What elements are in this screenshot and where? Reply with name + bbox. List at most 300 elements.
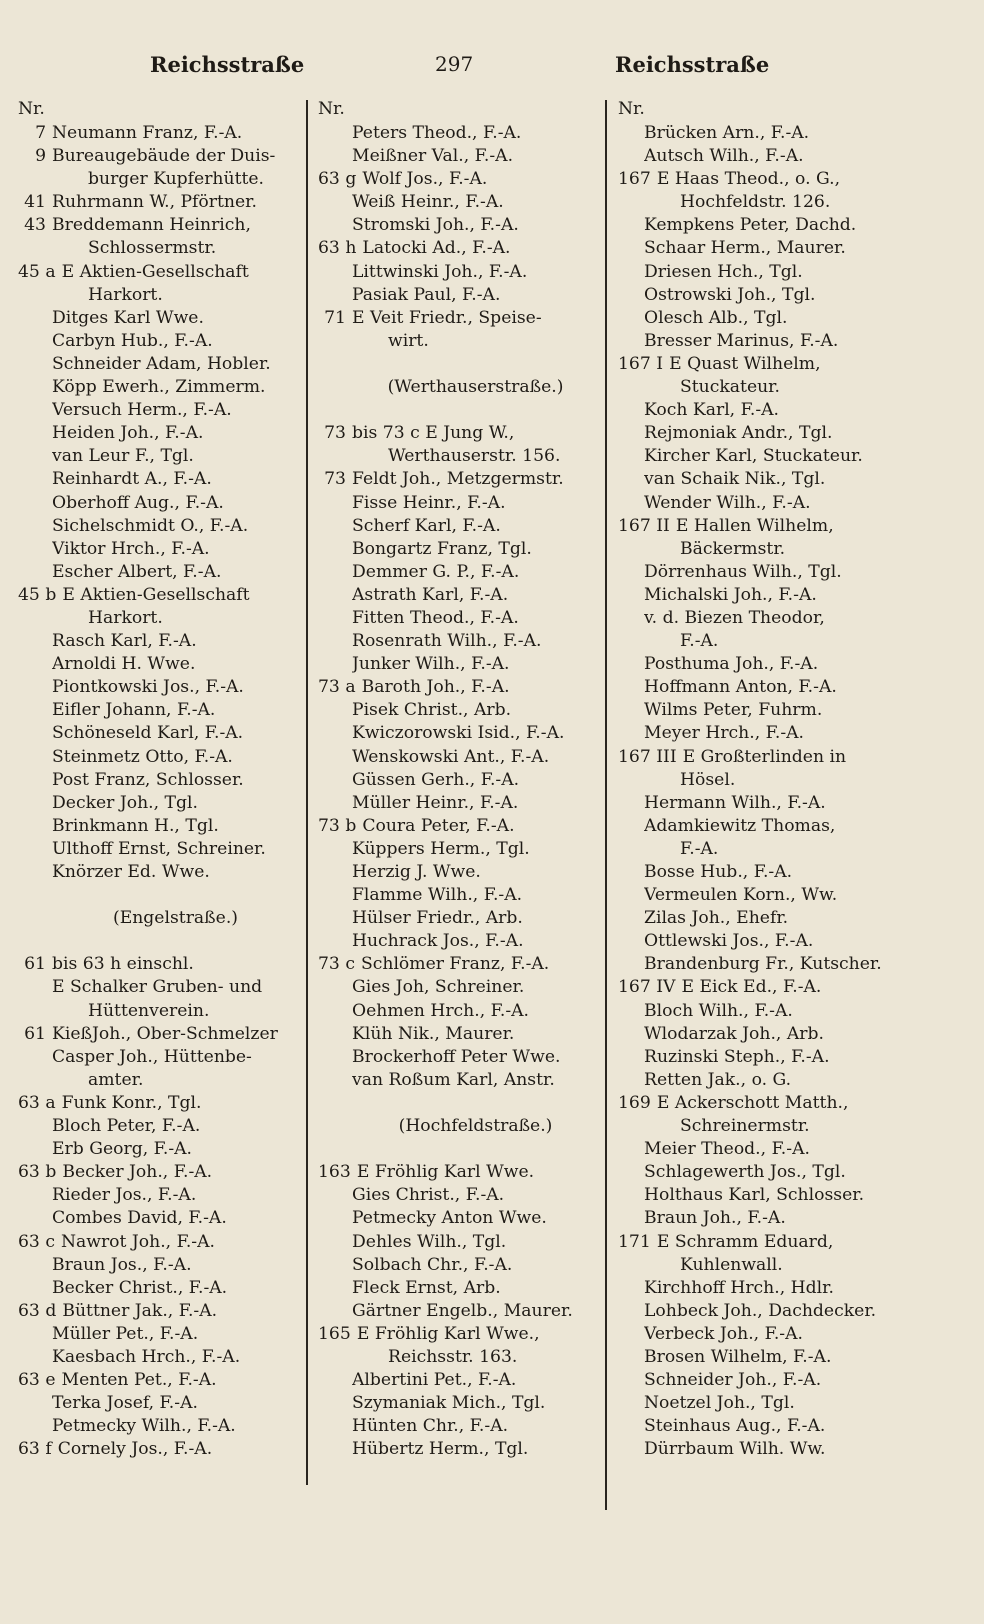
directory-entry bbox=[318, 538, 603, 561]
section-heading-text: (Engelstraße.) bbox=[112, 908, 238, 929]
directory-entry bbox=[618, 1000, 963, 1023]
house-number bbox=[18, 353, 52, 376]
directory-entry bbox=[18, 653, 303, 676]
resident-text: Vermeulen Korn., Ww. bbox=[644, 885, 838, 906]
directory-entry bbox=[318, 122, 603, 145]
directory-entry bbox=[318, 699, 603, 722]
directory-entry bbox=[618, 792, 963, 815]
nr-label: Nr. bbox=[318, 99, 345, 119]
house-number bbox=[18, 1069, 52, 1092]
directory-entry bbox=[618, 1138, 963, 1161]
resident-text: Brockerhoff Peter Wwe. bbox=[352, 1046, 561, 1067]
house-number bbox=[618, 584, 644, 607]
resident-text: Kircher Karl, Stuckateur. bbox=[644, 446, 863, 467]
spacer bbox=[18, 930, 303, 953]
house-number bbox=[318, 584, 352, 607]
entry-list bbox=[618, 122, 963, 1461]
resident-text: Kuhlenwall. bbox=[680, 1254, 783, 1275]
resident-text: Bloch Wilh., F.-A. bbox=[644, 1000, 793, 1021]
resident-text: Petmecky Anton Wwe. bbox=[352, 1208, 547, 1229]
directory-entry bbox=[18, 769, 303, 792]
directory-entry bbox=[18, 145, 303, 168]
house-number bbox=[18, 1138, 52, 1161]
directory-entry bbox=[318, 191, 603, 214]
directory-entry bbox=[18, 538, 303, 561]
directory-entry bbox=[18, 584, 303, 607]
resident-text: Sichelschmidt O., F.-A. bbox=[52, 515, 249, 536]
resident-text: Pisek Christ., Arb. bbox=[352, 700, 512, 721]
resident-text: E Großterlinden in bbox=[682, 746, 847, 767]
house-number bbox=[618, 145, 644, 168]
house-number bbox=[318, 1346, 352, 1369]
resident-text: Zilas Joh., Ehefr. bbox=[644, 908, 789, 929]
directory-entry bbox=[618, 399, 963, 422]
resident-text: Escher Albert, F.-A. bbox=[52, 561, 222, 582]
house-number bbox=[318, 930, 352, 953]
resident-text: Autsch Wilh., F.-A. bbox=[644, 146, 804, 167]
house-number bbox=[318, 1277, 352, 1300]
directory-entry bbox=[18, 445, 303, 468]
house-number: 167 IV bbox=[618, 977, 676, 998]
house-number bbox=[18, 1046, 52, 1069]
directory-entry bbox=[18, 1207, 303, 1230]
resident-text: Ruhrmann W., Pförtner. bbox=[52, 192, 257, 213]
directory-entry bbox=[18, 191, 303, 214]
house-number bbox=[318, 976, 352, 999]
resident-text: Ottlewski Jos., F.-A. bbox=[644, 931, 814, 952]
resident-text: Köpp Ewerh., Zimmerm. bbox=[52, 377, 266, 398]
directory-entry bbox=[618, 422, 963, 445]
resident-text: Michalski Joh., F.-A. bbox=[644, 584, 817, 605]
resident-text: Fitten Theod., F.-A. bbox=[352, 607, 519, 628]
resident-text: Ruzinski Steph., F.-A. bbox=[644, 1046, 830, 1067]
house-number bbox=[18, 538, 52, 561]
directory-entry bbox=[318, 1323, 603, 1346]
house-number bbox=[18, 838, 52, 861]
house-number: 63 e bbox=[18, 1370, 56, 1391]
resident-text: E Quast Wilhelm, bbox=[669, 353, 821, 374]
directory-entry bbox=[18, 1161, 303, 1184]
resident-text: Braun Joh., F.-A. bbox=[644, 1208, 786, 1229]
resident-text: wirt. bbox=[388, 330, 429, 351]
house-number bbox=[318, 122, 352, 145]
house-number bbox=[618, 330, 644, 353]
resident-text: Arnoldi H. Wwe. bbox=[52, 654, 196, 675]
directory-entry bbox=[18, 1023, 303, 1046]
house-number: 63 g bbox=[318, 169, 357, 190]
directory-entry bbox=[18, 630, 303, 653]
directory-entry bbox=[18, 168, 303, 191]
house-number bbox=[18, 1254, 52, 1277]
running-head-left: Reichsstraße bbox=[150, 52, 305, 77]
resident-text: Kaesbach Hrch., F.-A. bbox=[52, 1346, 241, 1367]
directory-entry bbox=[318, 561, 603, 584]
directory-entry bbox=[18, 861, 303, 884]
house-number: 43 bbox=[24, 215, 46, 236]
resident-text: Adamkiewitz Thomas, bbox=[644, 815, 836, 836]
resident-text: Peters Theod., F.-A. bbox=[352, 123, 522, 143]
house-number bbox=[318, 445, 352, 468]
directory-entry bbox=[618, 630, 963, 653]
house-number bbox=[618, 214, 644, 237]
directory-entry bbox=[618, 1254, 963, 1277]
house-number: 45 a bbox=[18, 261, 56, 282]
resident-text: Meyer Hrch., F.-A. bbox=[644, 723, 805, 744]
house-number bbox=[618, 1392, 644, 1415]
resident-text: Heiden Joh., F.-A. bbox=[52, 423, 204, 444]
resident-text: E Aktien-Gesellschaft bbox=[61, 261, 249, 282]
house-number bbox=[318, 1392, 352, 1415]
house-number bbox=[318, 699, 352, 722]
resident-text: Nawrot Joh., F.-A. bbox=[60, 1231, 215, 1252]
directory-entry bbox=[318, 307, 603, 330]
resident-text: E Fröhlig Karl Wwe., bbox=[356, 1323, 540, 1344]
directory-entry bbox=[318, 1069, 603, 1092]
house-number bbox=[18, 1323, 52, 1346]
house-number bbox=[618, 1046, 644, 1069]
entry-list bbox=[18, 122, 303, 1461]
house-number bbox=[18, 699, 52, 722]
house-number bbox=[618, 376, 644, 399]
resident-text: Kempkens Peter, Dachd. bbox=[644, 215, 857, 236]
house-number bbox=[18, 492, 52, 515]
directory-entry bbox=[18, 746, 303, 769]
house-number bbox=[618, 1254, 644, 1277]
house-number bbox=[618, 1277, 644, 1300]
directory-entry bbox=[18, 122, 303, 145]
directory-entry bbox=[318, 1161, 603, 1184]
spacer bbox=[18, 884, 303, 907]
spacer bbox=[318, 1138, 603, 1161]
directory-entry bbox=[318, 907, 603, 930]
resident-text: F.-A. bbox=[680, 631, 719, 652]
directory-entry bbox=[618, 1369, 963, 1392]
resident-text: Hochfeldstr. 126. bbox=[680, 192, 831, 213]
directory-entry bbox=[618, 1046, 963, 1069]
house-number bbox=[318, 792, 352, 815]
directory-entry bbox=[618, 168, 963, 191]
resident-text: Baroth Joh., F.-A. bbox=[361, 677, 510, 698]
resident-text: Eifler Johann, F.-A. bbox=[52, 700, 216, 721]
directory-entry bbox=[18, 330, 303, 353]
directory-entry bbox=[18, 1323, 303, 1346]
house-number bbox=[18, 722, 52, 745]
directory-entry bbox=[618, 1323, 963, 1346]
directory-entry bbox=[618, 1023, 963, 1046]
directory-entry bbox=[318, 1415, 603, 1438]
resident-text: Bongartz Franz, Tgl. bbox=[352, 538, 532, 559]
resident-text: Solbach Chr., F.-A. bbox=[352, 1254, 513, 1275]
directory-entry bbox=[618, 838, 963, 861]
directory-entry bbox=[318, 976, 603, 999]
directory-entry bbox=[618, 930, 963, 953]
resident-text: Schneider Joh., F.-A. bbox=[644, 1370, 822, 1391]
house-number: 7 bbox=[35, 123, 46, 143]
house-number bbox=[618, 492, 644, 515]
directory-entry bbox=[18, 468, 303, 491]
resident-text: Becker Christ., F.-A. bbox=[52, 1277, 228, 1298]
house-number bbox=[618, 653, 644, 676]
resident-text: Coura Peter, F.-A. bbox=[362, 815, 515, 836]
resident-text: Stromski Joh., F.-A. bbox=[352, 215, 519, 236]
house-number bbox=[618, 907, 644, 930]
directory-entry bbox=[618, 1415, 963, 1438]
resident-text: amter. bbox=[88, 1069, 144, 1090]
resident-text: Hüttenverein. bbox=[88, 1000, 210, 1021]
directory-entry bbox=[318, 261, 603, 284]
house-number bbox=[618, 538, 644, 561]
resident-text: bis 73 c E Jung W., bbox=[352, 423, 515, 444]
house-number bbox=[318, 330, 352, 353]
directory-entry bbox=[618, 492, 963, 515]
directory-entry bbox=[318, 1346, 603, 1369]
directory-entry bbox=[318, 838, 603, 861]
directory-entry bbox=[318, 237, 603, 260]
directory-entry bbox=[618, 1277, 963, 1300]
directory-entry bbox=[18, 1000, 303, 1023]
directory-entry bbox=[318, 214, 603, 237]
resident-text: E Schramm Eduard, bbox=[656, 1231, 834, 1252]
house-number: 165 bbox=[318, 1323, 351, 1344]
house-number bbox=[18, 1000, 52, 1023]
resident-text: F.-A. bbox=[680, 838, 719, 859]
house-number bbox=[618, 445, 644, 468]
directory-entry bbox=[618, 976, 963, 999]
spacer bbox=[318, 1092, 603, 1115]
resident-text: Hösel. bbox=[680, 769, 736, 790]
resident-text: Fisse Heinr., F.-A. bbox=[352, 492, 506, 513]
house-number bbox=[318, 1300, 352, 1323]
house-number bbox=[618, 815, 644, 838]
directory-entry bbox=[318, 1184, 603, 1207]
directory-entry bbox=[618, 284, 963, 307]
house-number bbox=[318, 1415, 352, 1438]
house-number: 171 bbox=[618, 1231, 651, 1252]
directory-entry bbox=[318, 330, 603, 353]
resident-text: Schaar Herm., Maurer. bbox=[644, 238, 846, 259]
resident-text: Oberhoff Aug., F.-A. bbox=[52, 492, 224, 513]
column-divider-2 bbox=[605, 100, 607, 1510]
house-number: 61 bbox=[24, 1023, 46, 1044]
house-number bbox=[318, 214, 352, 237]
directory-entry bbox=[618, 1231, 963, 1254]
house-number bbox=[618, 1138, 644, 1161]
resident-text: Schlagewerth Jos., Tgl. bbox=[644, 1162, 846, 1183]
house-number bbox=[318, 769, 352, 792]
resident-text: Posthuma Joh., F.-A. bbox=[644, 654, 819, 675]
directory-entry bbox=[318, 1300, 603, 1323]
directory-entry bbox=[18, 376, 303, 399]
directory-entry bbox=[18, 1392, 303, 1415]
resident-text: Klüh Nik., Maurer. bbox=[352, 1023, 515, 1044]
directory-entry bbox=[18, 1092, 303, 1115]
directory-entry bbox=[18, 1369, 303, 1392]
resident-text: Kwiczorowski Isid., F.-A. bbox=[352, 723, 565, 744]
house-number bbox=[18, 1184, 52, 1207]
resident-text: Steinhaus Aug., F.-A. bbox=[644, 1416, 826, 1437]
resident-text: Bloch Peter, F.-A. bbox=[52, 1116, 201, 1137]
resident-text: Wenskowski Ant., F.-A. bbox=[352, 746, 550, 767]
directory-entry bbox=[18, 307, 303, 330]
resident-text: Schlömer Franz, F.-A. bbox=[360, 954, 550, 975]
directory-entry bbox=[618, 145, 963, 168]
resident-text: E Hallen Wilhelm, bbox=[675, 515, 834, 536]
resident-text: E Eick Ed., F.-A. bbox=[681, 977, 822, 998]
house-number bbox=[618, 884, 644, 907]
house-number bbox=[618, 1438, 644, 1461]
resident-text: Dehles Wilh., Tgl. bbox=[352, 1231, 507, 1252]
house-number: 73 bbox=[324, 469, 346, 490]
directory-entry bbox=[318, 861, 603, 884]
resident-text: Combes David, F.-A. bbox=[52, 1208, 227, 1229]
resident-text: van Roßum Karl, Anstr. bbox=[352, 1069, 555, 1090]
house-number bbox=[18, 746, 52, 769]
resident-text: Breddemann Heinrich, bbox=[52, 215, 251, 236]
house-number: 167 III bbox=[618, 746, 677, 767]
resident-text: Herzig J. Wwe. bbox=[352, 862, 481, 882]
resident-text: Viktor Hrch., F.-A. bbox=[52, 538, 210, 559]
resident-text: Terka Josef, F.-A. bbox=[52, 1393, 198, 1414]
directory-entry bbox=[618, 1161, 963, 1184]
resident-text: Ditges Karl Wwe. bbox=[52, 307, 204, 328]
directory-entry bbox=[618, 1115, 963, 1138]
directory-entry bbox=[18, 1254, 303, 1277]
directory-entry bbox=[18, 1300, 303, 1323]
house-number bbox=[618, 1346, 644, 1369]
resident-text: Wender Wilh., F.-A. bbox=[644, 492, 811, 513]
house-number bbox=[318, 1069, 352, 1092]
resident-text: Brücken Arn., F.-A. bbox=[644, 123, 810, 143]
directory-entry bbox=[318, 630, 603, 653]
resident-text: van Leur F., Tgl. bbox=[52, 446, 194, 467]
resident-text: Koch Karl, F.-A. bbox=[644, 400, 780, 421]
directory-entry bbox=[618, 191, 963, 214]
directory-entry bbox=[318, 815, 603, 838]
house-number bbox=[618, 1300, 644, 1323]
resident-text: Noetzel Joh., Tgl. bbox=[644, 1393, 795, 1414]
directory-entry bbox=[318, 930, 603, 953]
resident-text: Weiß Heinr., F.-A. bbox=[352, 192, 504, 213]
resident-text: Küppers Herm., Tgl. bbox=[352, 838, 530, 859]
house-number bbox=[18, 861, 52, 884]
house-number bbox=[618, 792, 644, 815]
resident-text: E Veit Friedr., Speise- bbox=[352, 307, 542, 328]
resident-text: Becker Joh., F.-A. bbox=[62, 1162, 213, 1183]
resident-text: Huchrack Jos., F.-A. bbox=[352, 931, 524, 952]
directory-entry bbox=[318, 676, 603, 699]
house-number bbox=[618, 1000, 644, 1023]
column-divider-1 bbox=[306, 100, 308, 1485]
directory-entry bbox=[618, 722, 963, 745]
directory-entry bbox=[618, 376, 963, 399]
house-number bbox=[18, 307, 52, 330]
directory-entry bbox=[18, 422, 303, 445]
house-number bbox=[618, 630, 644, 653]
resident-text: Szymaniak Mich., Tgl. bbox=[352, 1393, 546, 1414]
directory-entry bbox=[18, 515, 303, 538]
house-number bbox=[318, 630, 352, 653]
resident-text: Pasiak Paul, F.-A. bbox=[352, 284, 501, 305]
resident-text: Wlodarzak Joh., Arb. bbox=[644, 1023, 824, 1044]
directory-entry bbox=[618, 584, 963, 607]
resident-text: Bosse Hub., F.-A. bbox=[644, 862, 793, 882]
resident-text: Steinmetz Otto, F.-A. bbox=[52, 746, 233, 767]
directory-entry bbox=[618, 307, 963, 330]
directory-entry bbox=[18, 214, 303, 237]
resident-text: E Schalker Gruben- und bbox=[52, 977, 263, 998]
directory-entry bbox=[18, 792, 303, 815]
house-number bbox=[18, 676, 52, 699]
directory-entry bbox=[318, 168, 603, 191]
page-number: 297 bbox=[435, 52, 474, 76]
house-number: 73 c bbox=[318, 954, 355, 975]
directory-entry bbox=[18, 676, 303, 699]
house-number bbox=[618, 468, 644, 491]
directory-entry bbox=[618, 884, 963, 907]
house-number bbox=[618, 422, 644, 445]
resident-text: Funk Konr., Tgl. bbox=[61, 1092, 202, 1113]
directory-entry bbox=[18, 1415, 303, 1438]
directory-entry bbox=[618, 676, 963, 699]
directory-entry bbox=[618, 445, 963, 468]
directory-entry bbox=[18, 953, 303, 976]
directory-entry bbox=[618, 746, 963, 769]
resident-text: Brandenburg Fr., Kutscher. bbox=[644, 954, 882, 975]
resident-text: Hübertz Herm., Tgl. bbox=[352, 1439, 529, 1460]
house-number bbox=[618, 1023, 644, 1046]
directory-entry bbox=[618, 214, 963, 237]
resident-text: van Schaik Nik., Tgl. bbox=[644, 469, 826, 490]
directory-entry bbox=[618, 1069, 963, 1092]
directory-entry bbox=[18, 1115, 303, 1138]
resident-text: Rosenrath Wilh., F.-A. bbox=[352, 631, 542, 652]
directory-entry bbox=[618, 815, 963, 838]
house-number bbox=[318, 191, 352, 214]
directory-entry bbox=[618, 1207, 963, 1230]
house-number: 163 bbox=[318, 1162, 351, 1183]
house-number bbox=[618, 953, 644, 976]
directory-entry bbox=[318, 1392, 603, 1415]
house-number bbox=[318, 746, 352, 769]
resident-text: Meißner Val., F.-A. bbox=[352, 146, 514, 167]
resident-text: Scherf Karl, F.-A. bbox=[352, 515, 501, 536]
column-3 bbox=[618, 98, 963, 1461]
directory-entry bbox=[18, 815, 303, 838]
directory-entry bbox=[318, 492, 603, 515]
house-number bbox=[618, 769, 644, 792]
house-number bbox=[318, 884, 352, 907]
resident-text: Junker Wilh., F.-A. bbox=[352, 654, 510, 675]
house-number bbox=[618, 1184, 644, 1207]
house-number bbox=[18, 468, 52, 491]
directory-entry bbox=[318, 284, 603, 307]
resident-text: Cornely Jos., F.-A. bbox=[57, 1439, 213, 1460]
house-number bbox=[318, 515, 352, 538]
house-number bbox=[618, 676, 644, 699]
house-number: 71 bbox=[324, 307, 346, 328]
directory-entry bbox=[318, 1254, 603, 1277]
house-number bbox=[18, 422, 52, 445]
resident-text: Feldt Joh., Metzgermstr. bbox=[352, 469, 564, 490]
directory-entry bbox=[318, 515, 603, 538]
directory-entry bbox=[318, 653, 603, 676]
house-number bbox=[618, 861, 644, 884]
house-number bbox=[18, 607, 52, 630]
house-number bbox=[318, 838, 352, 861]
resident-text: Retten Jak., o. G. bbox=[644, 1069, 792, 1090]
entry-list bbox=[318, 122, 603, 1461]
directory-entry bbox=[18, 1138, 303, 1161]
